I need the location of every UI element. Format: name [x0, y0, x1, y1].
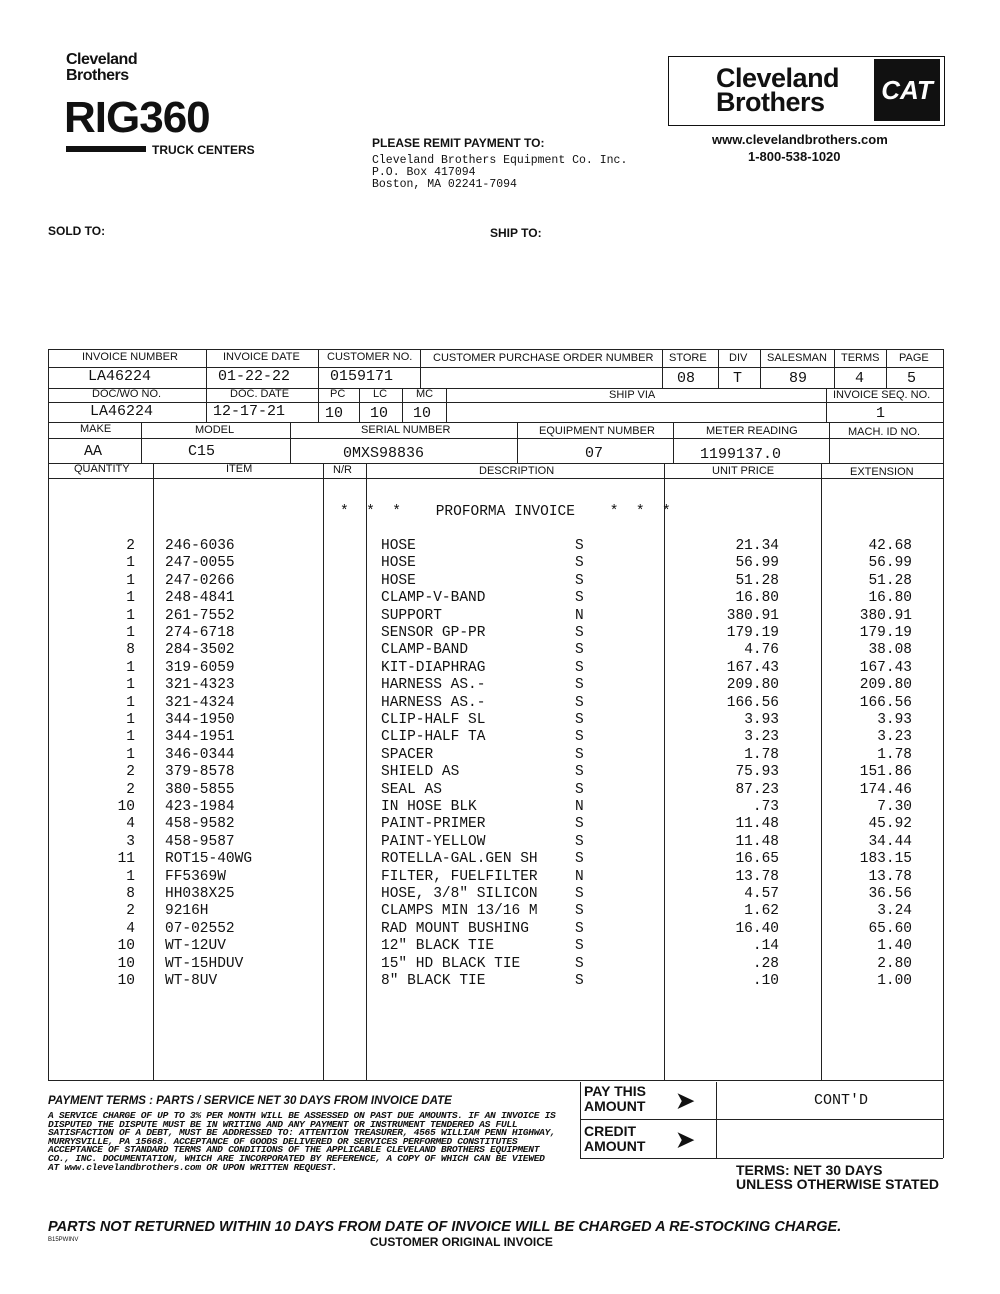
quantity-cell: 1 — [126, 555, 135, 572]
table-row — [0, 782, 1000, 799]
salesman: 89 — [789, 370, 808, 387]
unit-price-cell: 11.48 — [735, 833, 779, 850]
unit-price-cell: 209.80 — [726, 677, 779, 694]
make-label: MAKE — [80, 423, 112, 435]
unit-price-cell: 1.62 — [744, 903, 779, 920]
extension-cell: 209.80 — [859, 677, 912, 694]
description-cell: ROTELLA-GAL.GEN SH — [381, 851, 538, 868]
logo-right-line2: Brothers — [716, 87, 825, 117]
ns-cell: S — [575, 938, 584, 955]
extension-cell: 45.92 — [868, 816, 912, 833]
description-cell: SHIELD AS — [381, 764, 460, 781]
credit-amount-label — [584, 1124, 645, 1154]
description-cell: 12" BLACK TIE — [381, 938, 495, 955]
table-row — [0, 747, 1000, 764]
extension-cell: 42.68 — [868, 538, 912, 554]
logo-bar — [66, 146, 146, 152]
table-row — [0, 555, 1000, 572]
quantity-cell: 1 — [126, 694, 135, 711]
mc-label: MC — [416, 388, 434, 400]
item-header: ITEM — [226, 463, 253, 475]
item-cell: 380-5855 — [165, 781, 235, 798]
invoice-number: LA46224 — [88, 368, 152, 385]
mach-id-label: MACH. ID NO. — [848, 426, 921, 438]
unit-price-cell: 16.65 — [735, 851, 779, 868]
ns-cell: S — [575, 590, 584, 607]
quantity-cell: 10 — [117, 955, 135, 972]
quantity-cell: 1 — [126, 572, 135, 589]
page-label: PAGE — [899, 352, 929, 364]
item-cell: FF5369W — [165, 868, 226, 885]
doc-date: 12-17-21 — [213, 403, 286, 420]
unit-price-cell: .14 — [752, 938, 779, 955]
ns-cell: S — [575, 886, 584, 902]
logo-line2: Brothers — [66, 67, 129, 84]
item-cell: 321-4323 — [165, 677, 235, 694]
remit-heading: PLEASE REMIT PAYMENT TO: — [372, 136, 545, 150]
table-row — [0, 816, 1000, 833]
description-cell: CLIP-HALF SL — [381, 712, 486, 728]
equipment-number: 07 — [585, 445, 604, 462]
description-cell: RAD MOUNT BUSHING — [381, 920, 529, 937]
serial-number: 0MXS98836 — [343, 445, 425, 462]
ns-cell: S — [575, 764, 584, 781]
cleveland-brothers-logo — [716, 63, 840, 117]
table-row — [0, 764, 1000, 781]
unit-price-cell: 16.80 — [735, 590, 779, 607]
item-cell: 458-9587 — [165, 833, 235, 850]
proforma-banner: * * * PROFORMA INVOICE * * * — [340, 504, 671, 520]
extension-cell: 3.24 — [877, 903, 912, 920]
item-cell: 423-1984 — [165, 799, 235, 815]
ns-cell: S — [575, 746, 584, 763]
table-row — [0, 538, 1000, 555]
unit-price-cell: 1.78 — [744, 746, 779, 763]
extension-cell: 7.30 — [877, 799, 912, 815]
ns-cell: S — [575, 625, 584, 641]
item-cell: 344-1950 — [165, 712, 235, 728]
description-cell: 15" HD BLACK TIE — [381, 955, 521, 972]
unit-price-cell: 179.19 — [726, 625, 779, 641]
description-cell: CLIP-HALF TA — [381, 729, 486, 746]
unit-price-cell: 380.91 — [726, 607, 779, 624]
description-cell: SUPPORT — [381, 607, 442, 624]
logo-line1: Cleveland — [66, 51, 138, 68]
item-cell: WT-12UV — [165, 938, 226, 955]
unit-price-cell: 11.48 — [735, 816, 779, 833]
extension-cell: 2.80 — [877, 955, 912, 972]
unit-price-cell: 56.99 — [735, 555, 779, 572]
mc-value: 10 — [413, 405, 432, 422]
logo-right-line1: Cleveland — [716, 63, 840, 93]
store-label: STORE — [669, 352, 707, 364]
table-row — [0, 677, 1000, 694]
remit-line: P.O. Box 417094 — [372, 166, 476, 179]
item-cell: 284-3502 — [165, 642, 235, 659]
description-cell: HOSE — [381, 538, 416, 554]
website: www.clevelandbrothers.com — [712, 132, 888, 147]
remit-line: Boston, MA 02241-7094 — [372, 178, 517, 191]
unit-price-cell: 3.23 — [744, 729, 779, 746]
extension-cell: 51.28 — [868, 572, 912, 589]
description-cell: HOSE, 3/8" SILICON — [381, 886, 538, 902]
unit-price-cell: 13.78 — [735, 868, 779, 885]
quantity-cell: 1 — [126, 868, 135, 885]
form-number: B15PWINV — [48, 1237, 79, 1243]
extension-cell: 16.80 — [868, 590, 912, 607]
ns-cell: S — [575, 659, 584, 676]
credit-line2: AMOUNT — [584, 1138, 646, 1154]
description-cell: CLAMP-V-BAND — [381, 590, 486, 607]
inv-seq-label: INVOICE SEQ. NO. — [833, 389, 931, 401]
ns-cell: S — [575, 642, 584, 659]
terms-label: TERMS — [841, 352, 880, 364]
description-cell: FILTER, FUELFILTER — [381, 868, 538, 885]
item-cell: 248-4841 — [165, 590, 235, 607]
table-row — [0, 921, 1000, 938]
terms: 4 — [855, 370, 865, 387]
quantity-cell: 10 — [117, 799, 135, 815]
description-cell: HOSE — [381, 572, 416, 589]
table-row — [0, 973, 1000, 990]
extension-cell: 1.00 — [877, 973, 912, 989]
table-row — [0, 590, 1000, 607]
equipment-label: EQUIPMENT NUMBER — [539, 425, 655, 437]
item-cell: HH038X25 — [165, 886, 235, 902]
item-cell: 321-4324 — [165, 694, 235, 711]
quantity-cell: 8 — [126, 642, 135, 659]
ns-cell: S — [575, 694, 584, 711]
table-row — [0, 938, 1000, 955]
quantity-cell: 1 — [126, 607, 135, 624]
model-label: MODEL — [195, 424, 235, 436]
paybox-border — [716, 1082, 717, 1158]
extension-cell: 166.56 — [859, 694, 912, 711]
ns-cell: N — [575, 868, 584, 885]
unit-price-cell: 87.23 — [735, 781, 779, 798]
ns-cell: S — [575, 973, 584, 989]
description-cell: SEAL AS — [381, 781, 442, 798]
quantity-cell: 2 — [126, 781, 135, 798]
remit-line: Cleveland Brothers Equipment Co. Inc. — [372, 154, 628, 167]
pc-label: PC — [330, 388, 346, 400]
unit-price-cell: 16.40 — [735, 920, 779, 937]
customer-no: 0159171 — [330, 368, 394, 385]
table-row — [0, 799, 1000, 816]
quantity-cell: 10 — [117, 973, 135, 989]
paybox-border — [580, 1082, 581, 1158]
extension-cell: 36.56 — [868, 886, 912, 902]
sold-to-label: SOLD TO: — [48, 224, 106, 238]
unit-price-cell: 167.43 — [726, 659, 779, 676]
extension-cell: 13.78 — [868, 868, 912, 885]
ns-cell: S — [575, 572, 584, 589]
extension-cell: 38.08 — [868, 642, 912, 659]
ns-cell: S — [575, 955, 584, 972]
ns-cell: S — [575, 816, 584, 833]
description-cell: HARNESS AS.- — [381, 677, 486, 694]
description-cell: SENSOR GP-PR — [381, 625, 486, 641]
quantity-cell: 2 — [126, 903, 135, 920]
div-label: DIV — [729, 352, 748, 364]
item-cell: 9216H — [165, 903, 209, 920]
item-cell: 246-6036 — [165, 538, 235, 554]
doc-wo-label: DOC/WO NO. — [92, 388, 162, 400]
payment-terms: PAYMENT TERMS : PARTS / SERVICE NET 30 DAYS FROM INVOICE DATE — [48, 1095, 452, 1107]
quantity-cell: 1 — [126, 677, 135, 694]
terms-line1: TERMS: NET 30 DAYS — [736, 1162, 883, 1178]
store: 08 — [677, 370, 696, 387]
table-row — [0, 886, 1000, 903]
unit-price-cell: 4.76 — [744, 642, 779, 659]
description-cell: PAINT-PRIMER — [381, 816, 486, 833]
description-cell: HOSE — [381, 555, 416, 572]
unit-price-cell: .28 — [752, 955, 779, 972]
cat-logo: CAT — [874, 59, 940, 121]
extension-cell: 179.19 — [859, 625, 912, 641]
po-number-label: CUSTOMER PURCHASE ORDER NUMBER — [433, 352, 654, 364]
table-row — [0, 851, 1000, 868]
item-cell: 319-6059 — [165, 659, 235, 676]
invoice-date: 01-22-22 — [218, 368, 291, 385]
quantity-cell: 10 — [117, 938, 135, 955]
description-cell: IN HOSE BLK — [381, 799, 477, 815]
item-cell: 247-0055 — [165, 555, 235, 572]
lc-label: LC — [373, 388, 388, 400]
truck-centers-label: TRUCK CENTERS — [152, 143, 255, 157]
unit-price-cell: 51.28 — [735, 572, 779, 589]
table-row — [0, 660, 1000, 677]
unit-price-cell: .10 — [752, 973, 779, 989]
quantity-cell: 1 — [126, 746, 135, 763]
serial-label: SERIAL NUMBER — [361, 424, 451, 436]
extension-cell: 167.43 — [859, 659, 912, 676]
extension-cell: 151.86 — [859, 764, 912, 781]
quantity-cell: 1 — [126, 729, 135, 746]
item-cell: 344-1951 — [165, 729, 235, 746]
quantity-cell: 2 — [126, 538, 135, 554]
table-row — [0, 956, 1000, 973]
extension-cell: 3.23 — [877, 729, 912, 746]
ns-cell: S — [575, 851, 584, 868]
description-cell: HARNESS AS.- — [381, 694, 486, 711]
ns-cell: S — [575, 920, 584, 937]
table-row — [0, 729, 1000, 746]
unit-price-cell: 21.34 — [735, 538, 779, 554]
quantity-cell: 3 — [126, 833, 135, 850]
arrow-right-icon: ➤ — [676, 1127, 695, 1152]
item-cell: ROT15-40WG — [165, 851, 253, 868]
description-cell: SPACER — [381, 746, 434, 763]
pay-this-line1: PAY THIS — [584, 1083, 646, 1099]
description-cell: PAINT-YELLOW — [381, 833, 486, 850]
table-row — [0, 573, 1000, 590]
item-cell: 247-0266 — [165, 572, 235, 589]
page-number: 5 — [907, 370, 917, 387]
salesman-label: SALESMAN — [767, 352, 827, 364]
model: C15 — [188, 443, 216, 460]
extension-cell: 34.44 — [868, 833, 912, 850]
make: AA — [84, 443, 103, 460]
table-row — [0, 712, 1000, 729]
rig360-logo-company — [66, 52, 137, 84]
quantity-cell: 2 — [126, 764, 135, 781]
ns-cell: S — [575, 781, 584, 798]
table-row — [0, 695, 1000, 712]
unit-price-cell: 3.93 — [744, 712, 779, 728]
description-cell: CLAMPS MIN 13/16 M — [381, 903, 538, 920]
ns-cell: S — [575, 712, 584, 728]
table-row — [0, 834, 1000, 851]
item-cell: 261-7552 — [165, 607, 235, 624]
credit-line1: CREDIT — [584, 1123, 637, 1139]
extension-cell: 1.40 — [877, 938, 912, 955]
paybox-border — [943, 1080, 944, 1158]
description-header: DESCRIPTION — [479, 465, 555, 477]
invoice-date-label: INVOICE DATE — [223, 351, 300, 363]
customer-original-label: CUSTOMER ORIGINAL INVOICE — [370, 1235, 553, 1249]
ship-to-label: SHIP TO: — [490, 226, 542, 240]
description-cell: CLAMP-BAND — [381, 642, 469, 659]
extension-cell: 174.46 — [859, 781, 912, 798]
table-row — [0, 642, 1000, 659]
table-row — [0, 903, 1000, 920]
unit-price-cell: 75.93 — [735, 764, 779, 781]
ns-cell: S — [575, 833, 584, 850]
doc-date-label: DOC. DATE — [230, 388, 290, 400]
table-row — [0, 608, 1000, 625]
quantity-cell: 4 — [126, 920, 135, 937]
lc-value: 10 — [370, 405, 389, 422]
fine-print: A SERVICE CHARGE OF UP TO 3% PER MONTH WILL BE ASSESSED ON PAST DUE AMOUNTS. IF AN INVOICE IS DISPUTED THE DISPUTE MUST BE IN WRITING AND ANY PAYMENT OR INSTRUMENT TENDERED AS FULL SATISFACTION OF A DEBT, MUST BE ADDRESSED TO: ATTENTION TREASURER, 4565 WILLIAM PENN HIGHWAY, MURRYSVILLE, PA 15668. ACCEPTANCE OF GOODS DELIVERED OR SERVICES PERFORMED CONSTITUTES ACCEPTANCE OF STANDARD TERMS AND CONDITIONS OF THE APPLICABLE CLEVELAND BROTHERS EQUIPMENT CO., INC. DOCUMENTATION, WHICH ARE INCORPORATED BY REFERENCE, A COPY OF WHICH CAN BE VIEWED AT www.clevelandbrothers.com OR UPON WRITTEN REQUEST. — [48, 1110, 556, 1173]
extension-cell: 3.93 — [877, 712, 912, 728]
table-row — [0, 869, 1000, 886]
inv-seq-value: 1 — [876, 405, 886, 422]
extension-cell: 1.78 — [877, 746, 912, 763]
unit-price-cell: .73 — [752, 799, 779, 815]
description-cell: KIT-DIAPHRAG — [381, 659, 486, 676]
phone-number: 1-800-538-1020 — [748, 149, 841, 164]
ns-cell: S — [575, 538, 584, 554]
unit-price-header: UNIT PRICE — [712, 465, 775, 477]
restocking-notice: PARTS NOT RETURNED WITHIN 10 DAYS FROM DATE OF INVOICE WILL BE CHARGED A RE-STOCKING CHARGE. — [48, 1219, 842, 1235]
quantity-cell: 1 — [126, 659, 135, 676]
item-cell: 07-02552 — [165, 920, 235, 937]
item-cell: WT-8UV — [165, 973, 218, 989]
arrow-right-icon: ➤ — [676, 1088, 695, 1113]
quantity-cell: 4 — [126, 816, 135, 833]
rig360-logo: RIG360 — [64, 93, 210, 142]
unit-price-cell: 166.56 — [726, 694, 779, 711]
ns-cell: N — [575, 799, 584, 815]
item-cell: 274-6718 — [165, 625, 235, 641]
item-cell: 379-8578 — [165, 764, 235, 781]
item-cell: 458-9582 — [165, 816, 235, 833]
item-cell: 346-0344 — [165, 746, 235, 763]
ship-via-label: SHIP VIA — [609, 389, 656, 401]
meter-label: METER READING — [706, 425, 798, 437]
div: T — [733, 370, 743, 387]
meter-reading: 1199137.0 — [700, 446, 782, 463]
quantity-header: QUANTITY — [74, 463, 130, 475]
ns-cell: S — [575, 555, 584, 572]
paybox-border — [580, 1158, 943, 1159]
table-row — [0, 625, 1000, 642]
extension-cell: 380.91 — [859, 607, 912, 624]
quantity-cell: 8 — [126, 886, 135, 902]
item-cell: WT-15HDUV — [165, 955, 244, 972]
unit-price-cell: 4.57 — [744, 886, 779, 902]
extension-cell: 183.15 — [859, 851, 912, 868]
quantity-cell: 1 — [126, 625, 135, 641]
pay-this-amount-label — [584, 1084, 646, 1114]
extension-header: EXTENSION — [850, 466, 914, 478]
terms-line2: UNLESS OTHERWISE STATED — [736, 1176, 940, 1192]
ns-cell: N — [575, 607, 584, 624]
contd-label: CONT'D — [814, 1092, 869, 1109]
quantity-cell: 1 — [126, 590, 135, 607]
nr-header: N/R — [333, 464, 352, 476]
extension-cell: 56.99 — [868, 555, 912, 572]
ns-cell: S — [575, 903, 584, 920]
ns-cell: S — [575, 677, 584, 694]
description-cell: 8" BLACK TIE — [381, 973, 486, 989]
ns-cell: S — [575, 729, 584, 746]
extension-cell: 65.60 — [868, 920, 912, 937]
pay-this-line2: AMOUNT — [584, 1098, 646, 1114]
quantity-cell: 11 — [117, 851, 135, 868]
doc-wo-number: LA46224 — [90, 403, 154, 420]
invoice-number-label: INVOICE NUMBER — [82, 351, 178, 363]
paybox-border — [580, 1119, 943, 1120]
terms-net-30 — [736, 1163, 939, 1191]
customer-no-label: CUSTOMER NO. — [327, 351, 413, 363]
quantity-cell: 1 — [126, 712, 135, 728]
pc-value: 10 — [325, 405, 344, 422]
